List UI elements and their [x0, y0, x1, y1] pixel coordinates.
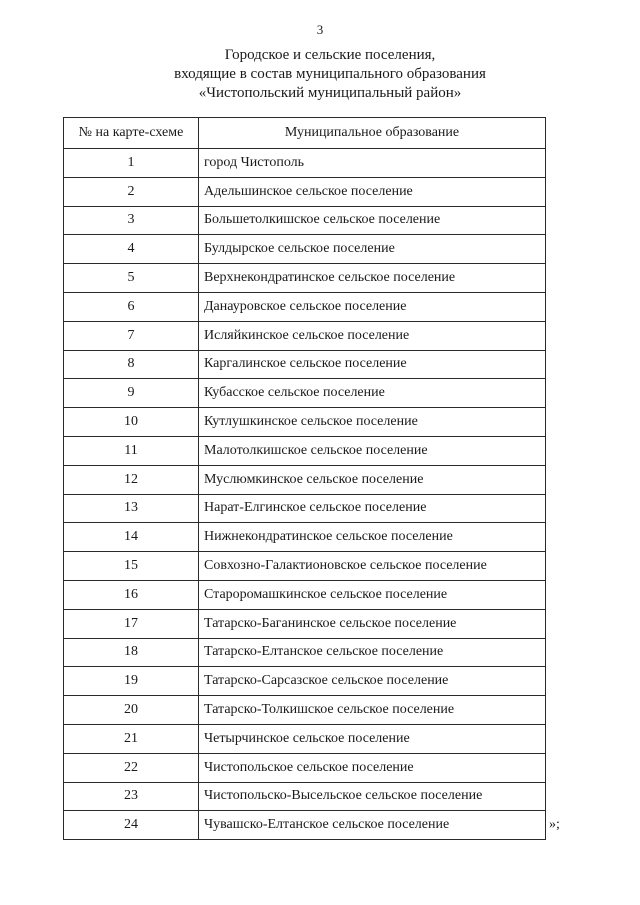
map-number-cell: 2 — [64, 177, 199, 206]
municipality-name-cell: Муслюмкинское сельское поселение — [199, 465, 546, 494]
municipality-name-cell: Чистопольское сельское поселение — [199, 753, 546, 782]
municipality-name-cell: Данауровское сельское поселение — [199, 292, 546, 321]
table-row — [64, 609, 546, 638]
table-row — [64, 724, 546, 753]
table-row — [64, 408, 546, 437]
municipality-name-cell: Четырчинское сельское поселение — [199, 724, 546, 753]
map-number-cell: 18 — [64, 638, 199, 667]
municipality-name-cell: город Чистополь — [199, 149, 546, 178]
title-line: входящие в состав муниципального образования — [174, 66, 486, 82]
table-row — [64, 696, 546, 725]
table-row — [64, 465, 546, 494]
municipality-name-cell: Татарско-Баганинское сельское поселение — [199, 609, 546, 638]
map-number-cell: 15 — [64, 552, 199, 581]
map-number-cell: 22 — [64, 753, 199, 782]
title-line: Городское и сельские поселения, — [224, 47, 436, 63]
closing-quote-mark: »; — [549, 817, 560, 832]
municipality-name-cell: Староромашкинское сельское поселение — [199, 580, 546, 609]
municipality-name-cell: Чистопольско-Высельское сельское поселение — [199, 782, 546, 811]
municipality-name-cell: Татарско-Сарсазское сельское поселение — [199, 667, 546, 696]
map-number-cell: 9 — [64, 379, 199, 408]
document-title — [0, 46, 640, 103]
table-row — [64, 523, 546, 552]
map-number-cell: 13 — [64, 494, 199, 523]
municipality-name-cell: Адельшинское сельское поселение — [199, 177, 546, 206]
municipality-name-cell: Исляйкинское сельское поселение — [199, 321, 546, 350]
map-number-cell: 16 — [64, 580, 199, 609]
table-header-row — [64, 118, 546, 149]
table-row — [64, 149, 546, 178]
map-number-cell: 14 — [64, 523, 199, 552]
map-number-cell: 24 — [64, 811, 199, 840]
map-number-cell: 10 — [64, 408, 199, 437]
table-row — [64, 753, 546, 782]
map-number-cell: 17 — [64, 609, 199, 638]
table-row — [64, 235, 546, 264]
municipality-name-cell: Чувашско-Елтанское сельское поселение — [199, 811, 546, 840]
table-row — [64, 552, 546, 581]
map-number-cell: 5 — [64, 264, 199, 293]
map-number-cell: 21 — [64, 724, 199, 753]
municipalities-table — [63, 117, 546, 840]
page-number: 3 — [316, 22, 324, 37]
column-header-map-number: № на карте-схеме — [64, 118, 199, 149]
table-row — [64, 379, 546, 408]
map-number-cell: 1 — [64, 149, 199, 178]
table-body — [64, 149, 546, 840]
map-number-cell: 8 — [64, 350, 199, 379]
table-row — [64, 436, 546, 465]
municipality-name-cell: Нижнекондратинское сельское поселение — [199, 523, 546, 552]
municipality-name-cell: Совхозно-Галактионовское сельское поселение — [199, 552, 546, 581]
table-row — [64, 292, 546, 321]
table-row — [64, 580, 546, 609]
municipality-name-cell: Кутлушкинское сельское поселение — [199, 408, 546, 437]
map-number-cell: 4 — [64, 235, 199, 264]
map-number-cell: 19 — [64, 667, 199, 696]
table-row — [64, 667, 546, 696]
municipality-name-cell: Кубасское сельское поселение — [199, 379, 546, 408]
municipality-name-cell: Большетолкишское сельское поселение — [199, 206, 546, 235]
table-row — [64, 264, 546, 293]
table-row — [64, 206, 546, 235]
map-number-cell: 11 — [64, 436, 199, 465]
column-header-municipality: Муниципальное образование — [199, 118, 546, 149]
table-row — [64, 321, 546, 350]
municipality-name-cell: Татарско-Толкишское сельское поселение — [199, 696, 546, 725]
municipality-name-cell: Нарат-Елгинское сельское поселение — [199, 494, 546, 523]
table-row — [64, 638, 546, 667]
table-row — [64, 177, 546, 206]
map-number-cell: 7 — [64, 321, 199, 350]
map-number-cell: 12 — [64, 465, 199, 494]
map-number-cell: 20 — [64, 696, 199, 725]
map-number-cell: 6 — [64, 292, 199, 321]
title-line: «Чистопольский муниципальный район» — [198, 85, 462, 101]
table-row — [64, 811, 546, 840]
municipality-name-cell: Малотолкишское сельское поселение — [199, 436, 546, 465]
municipality-name-cell: Булдырское сельское поселение — [199, 235, 546, 264]
table-row — [64, 782, 546, 811]
map-number-cell: 3 — [64, 206, 199, 235]
table-row — [64, 494, 546, 523]
municipality-name-cell: Татарско-Елтанское сельское поселение — [199, 638, 546, 667]
municipality-name-cell: Каргалинское сельское поселение — [199, 350, 546, 379]
table-row — [64, 350, 546, 379]
municipality-name-cell: Верхнекондратинское сельское поселение — [199, 264, 546, 293]
map-number-cell: 23 — [64, 782, 199, 811]
